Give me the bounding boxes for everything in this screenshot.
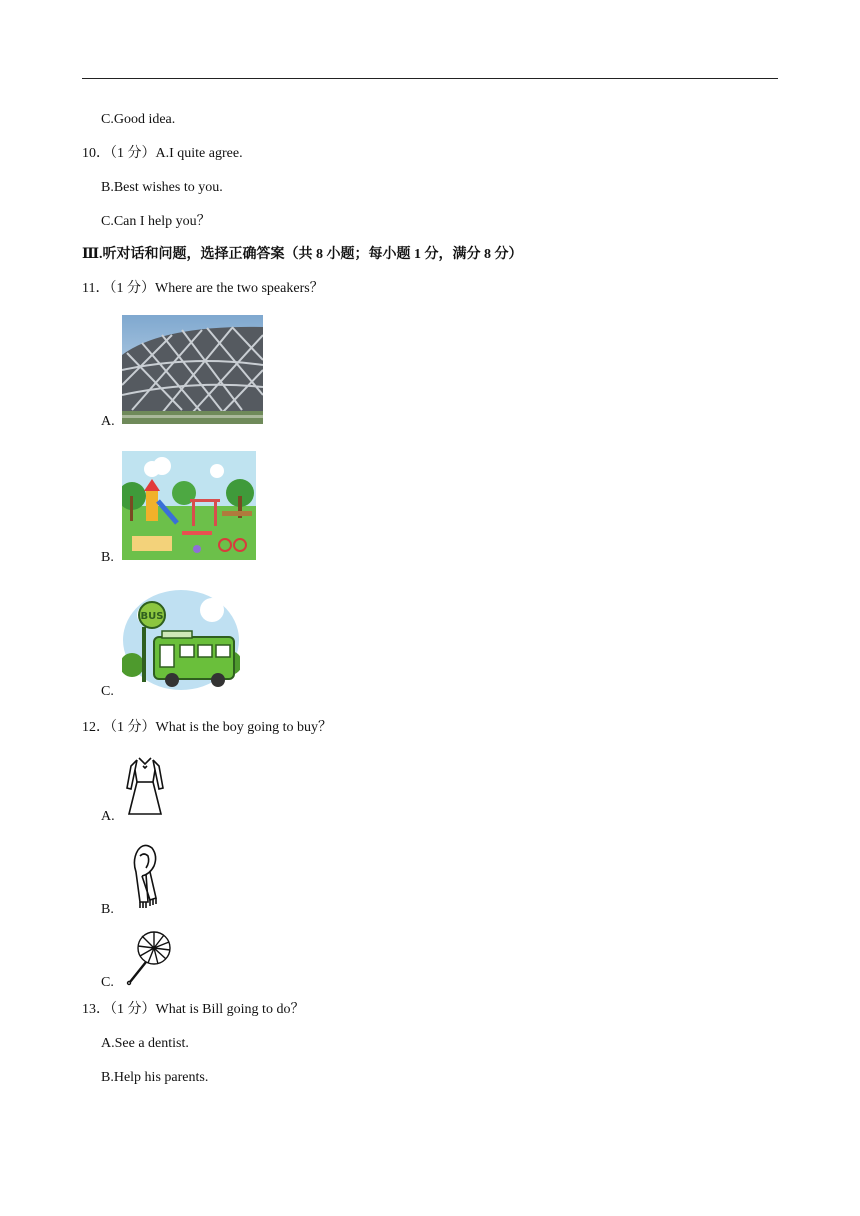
birds-nest-stadium-image xyxy=(122,315,263,424)
fan-icon xyxy=(124,928,172,986)
playground-image xyxy=(122,451,256,560)
question-12-option-b-label: B. xyxy=(101,902,114,917)
prev-question-option-c: C.Good idea. xyxy=(101,112,176,127)
dress-icon xyxy=(123,754,167,820)
question-10-option-c: C.Can I help you？ xyxy=(101,214,211,229)
question-13-stem: 13．（1 分）What is Bill going to do？ xyxy=(82,1002,305,1017)
question-11-stem: 11．（1 分）Where are the two speakers？ xyxy=(82,281,324,296)
question-12-option-a-label: A. xyxy=(101,809,115,824)
scarf-icon xyxy=(128,842,160,913)
question-10-stem: 10．（1 分）A.I quite agree. xyxy=(82,146,243,161)
question-13-option-a: A.See a dentist. xyxy=(101,1036,189,1051)
header-rule xyxy=(82,78,778,79)
question-11-option-a-label: A. xyxy=(101,414,115,429)
question-10-option-b: B.Best wishes to you. xyxy=(101,180,223,195)
question-11-option-b-label: B. xyxy=(101,550,114,565)
bus-stop-image xyxy=(122,585,240,690)
bus-sign-text: BUS xyxy=(140,611,164,622)
question-11-option-c-label: C. xyxy=(101,684,114,699)
question-12-stem: 12．（1 分）What is the boy going to buy？ xyxy=(82,720,333,735)
section-3-heading: Ⅲ.听对话和问题，选择正确答案（共 8 小题；每小题 1 分，满分 8 分） xyxy=(82,247,523,262)
question-12-option-c-label: C. xyxy=(101,975,114,990)
question-13-option-b: B.Help his parents. xyxy=(101,1070,209,1085)
